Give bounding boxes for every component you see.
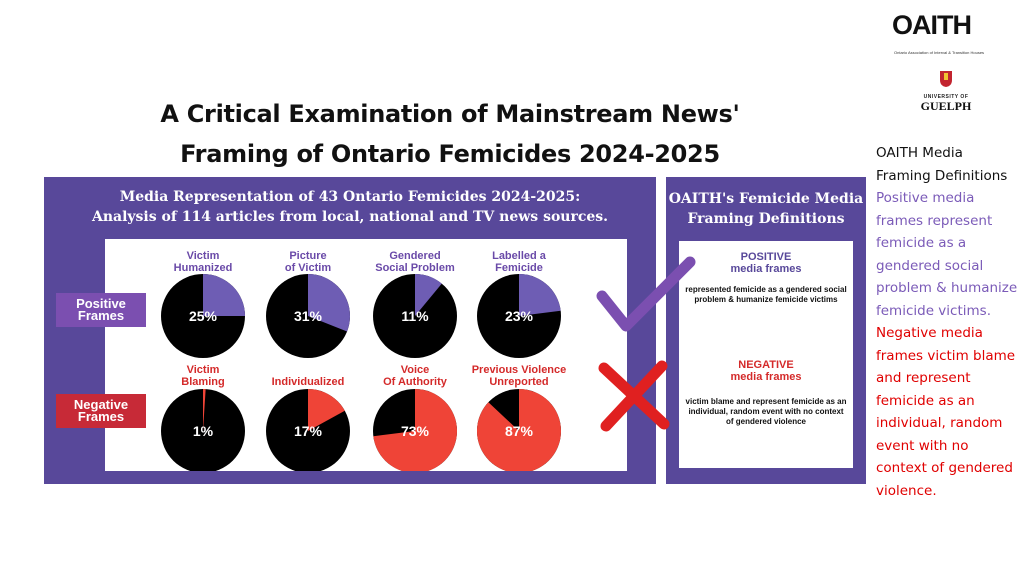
cross-icon xyxy=(596,360,672,432)
negative-subheading: media frames xyxy=(730,371,802,383)
checkmark-icon xyxy=(596,256,696,336)
pie-negative-3-label-1: Unreported xyxy=(489,376,549,388)
definitions-box xyxy=(679,241,853,468)
pie-positive-0-label-0: Victim xyxy=(186,250,220,262)
pie-negative-1-label-0: Individualized xyxy=(271,376,345,388)
oaith-wordmark: OAITH xyxy=(892,10,971,40)
side-negative-definition: Negative media frames victim blame and represent femicide as an individual, random event with no context of gendered violence. xyxy=(876,325,1016,499)
pie-negative-0-label-1: Blaming xyxy=(181,376,225,388)
infographic-subtitle-line2: Analysis of 114 articles from local, national and TV news sources. xyxy=(91,209,609,225)
pie-positive-3-label-0: Labelled a xyxy=(492,250,546,262)
definitions-title-line2: Framing Definitions xyxy=(687,211,845,227)
negative-frames-tag: Negative Frames xyxy=(56,394,146,428)
infographic-panel xyxy=(44,177,656,484)
oaith-logo xyxy=(892,10,1004,60)
definitions-panel xyxy=(666,177,866,484)
pie-negative-1-value: 17% xyxy=(293,423,323,439)
pie-charts xyxy=(105,239,627,471)
pie-positive-3-value: 23% xyxy=(504,308,534,324)
side-heading: OAITH Media Framing Definitions xyxy=(876,145,1008,184)
pie-positive-0-label-1: Humanized xyxy=(173,262,233,274)
pie-positive-2-label-0: Gendered xyxy=(389,250,441,262)
side-positive-definition: Positive media frames represent femicide as a gendered social problem & humanize femicide victims. xyxy=(876,190,1018,319)
definitions-title-line1: OAITH's Femicide Media xyxy=(668,191,864,207)
infographic-subtitle xyxy=(44,187,656,227)
pie-negative-0-label-0: Victim xyxy=(186,364,220,376)
pie-positive-2-label-1: Social Problem xyxy=(375,262,455,274)
guelph-logo xyxy=(914,70,978,116)
pie-positive-0-value: 25% xyxy=(188,308,218,324)
page-title-line1: A Critical Examination of Mainstream News' xyxy=(160,100,740,128)
infographic-subtitle-line1: Media Representation of 43 Ontario Femicides 2024-2025: xyxy=(119,189,581,205)
pie-positive-3-label-1: Femicide xyxy=(495,262,543,274)
negative-definition: victim blame and represent femicide as an individual, random event with no context of gendered violence xyxy=(685,397,847,426)
positive-subheading: media frames xyxy=(730,263,802,275)
chart-area xyxy=(105,239,627,471)
pie-negative-3-label-0: Previous Violence xyxy=(471,364,567,376)
positive-frames-tag: Positive Frames xyxy=(56,293,146,327)
guelph-name: GUELPH xyxy=(920,99,972,113)
pie-positive-1-label-0: Picture xyxy=(289,250,327,262)
positive-definition: represented femicide as a gendered social problem & humanize femicide victims xyxy=(685,285,847,304)
negative-heading: NEGATIVE xyxy=(738,359,794,371)
pie-positive-2-value: 11% xyxy=(401,308,429,324)
oaith-subtitle: Ontario Association of Interval & Transition Houses xyxy=(894,50,985,55)
pie-negative-2-label-0: Voice xyxy=(400,364,430,376)
definitions-title xyxy=(666,189,866,229)
pie-positive-1-label-1: of Victim xyxy=(284,262,332,274)
side-definitions xyxy=(876,142,1018,502)
positive-heading: POSITIVE xyxy=(740,251,792,263)
pie-negative-3-value: 87% xyxy=(504,423,534,439)
guelph-crest-icon xyxy=(939,70,953,88)
pie-positive-1-value: 31% xyxy=(293,308,323,324)
pie-negative-2-value: 73% xyxy=(400,423,430,439)
pie-negative-0-value: 1% xyxy=(192,423,214,439)
pie-negative-2-label-1: Of Authority xyxy=(383,376,447,388)
guelph-university-of: UNIVERSITY OF xyxy=(923,94,969,100)
page-title-line2: Framing of Ontario Femicides 2024-2025 xyxy=(180,140,720,168)
